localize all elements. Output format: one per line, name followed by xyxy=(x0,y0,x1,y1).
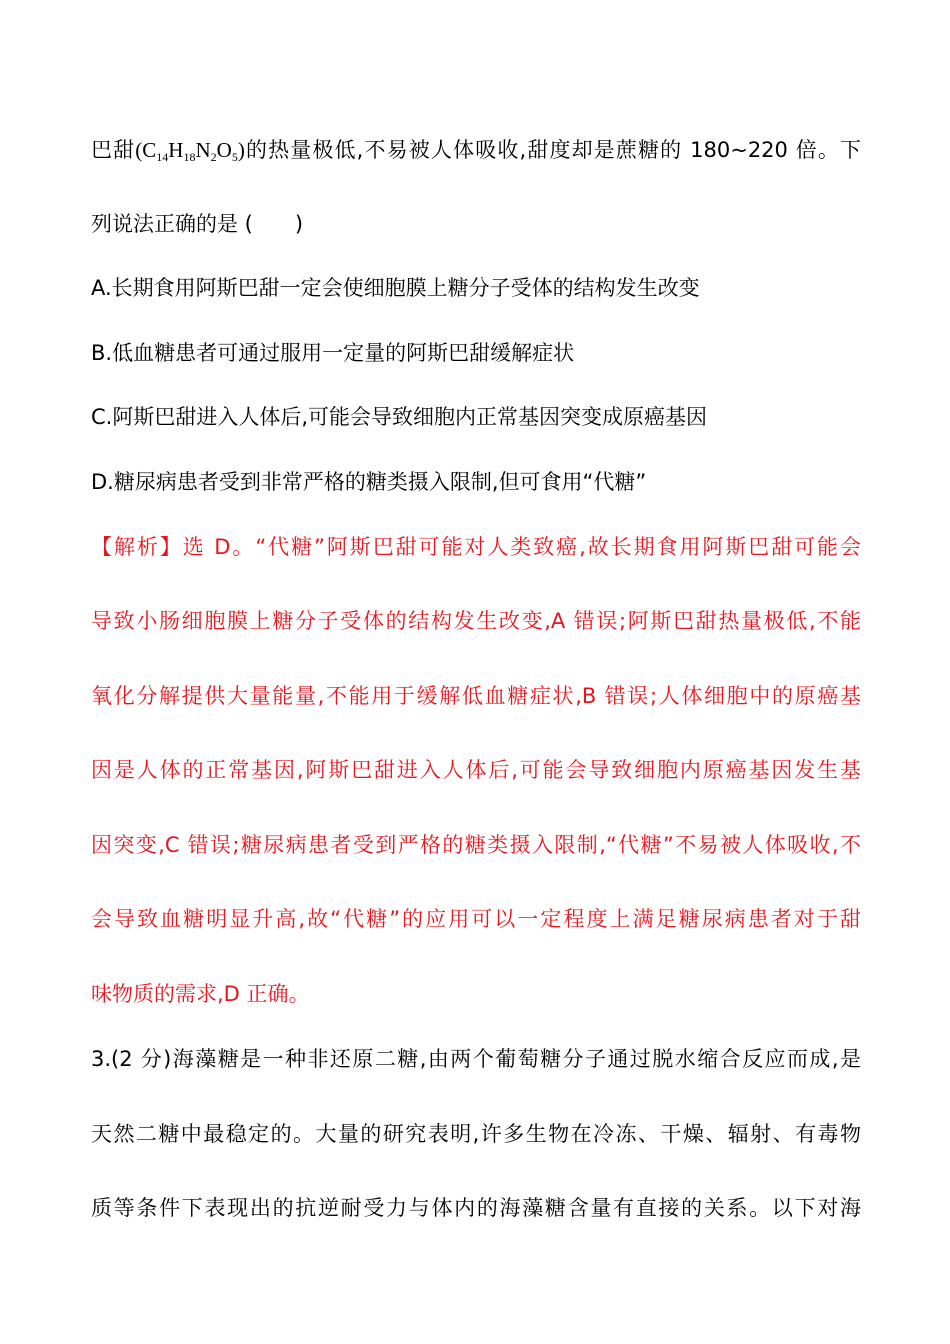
analysis-line-2: 导致小肠细胞膜上糖分子受体的结构发生改变,A 错误;阿斯巴甜热量极低,不能 xyxy=(91,609,861,633)
analysis-line-1: 【解析】选 D。“代糖”阿斯巴甜可能对人类致癌,故长期食用阿斯巴甜可能会 xyxy=(91,535,861,559)
option-d: D.糖尿病患者受到非常严格的糖类摄入限制,但可食用“代糖” xyxy=(91,470,647,494)
question2-stem-line2: 列说法正确的是 ( ) xyxy=(91,212,304,236)
stem-prefix: 巴甜 xyxy=(91,138,136,162)
stem-after-formula: 的热量极低,不易被人体吸收,甜度却是蔗糖的 180~220 倍。下 xyxy=(244,138,861,162)
chemical-formula: $(C_{14}H_{18}N_2O_5)$ xyxy=(135,138,245,164)
analysis-line-5: 因突变,C 错误;糖尿病患者受到严格的糖类摄入限制,“代糖”不易被人体吸收,不 xyxy=(91,833,861,857)
option-b: B.低血糖患者可通过服用一定量的阿斯巴甜缓解症状 xyxy=(91,341,575,365)
question3-line-3: 质等条件下表现出的抗逆耐受力与体内的海藻糖含量有直接的关系。以下对海 xyxy=(91,1196,861,1220)
question3-line-1: 3.(2 分)海藻糖是一种非还原二糖,由两个葡萄糖分子通过脱水缩合反应而成,是 xyxy=(91,1047,861,1071)
analysis-line-6: 会导致血糖明显升高,故“代糖”的应用可以一定程度上满足糖尿病患者对于甜 xyxy=(91,907,861,931)
option-c: C.阿斯巴甜进入人体后,可能会导致细胞内正常基因突变成原癌基因 xyxy=(91,405,708,429)
question3-line-2: 天然二糖中最稳定的。大量的研究表明,许多生物在冷冻、干燥、辐射、有毒物 xyxy=(91,1122,861,1146)
analysis-line-3: 氧化分解提供大量能量,不能用于缓解低血糖症状,B 错误;人体细胞中的原癌基 xyxy=(91,684,861,708)
analysis-line-4: 因是人体的正常基因,阿斯巴甜进入人体后,可能会导致细胞内原癌基因发生基 xyxy=(91,758,861,782)
question2-stem-line1 xyxy=(91,135,861,165)
analysis-line-7: 味物质的需求,D 正确。 xyxy=(91,982,310,1006)
option-a: A.长期食用阿斯巴甜一定会使细胞膜上糖分子受体的结构发生改变 xyxy=(91,276,700,300)
